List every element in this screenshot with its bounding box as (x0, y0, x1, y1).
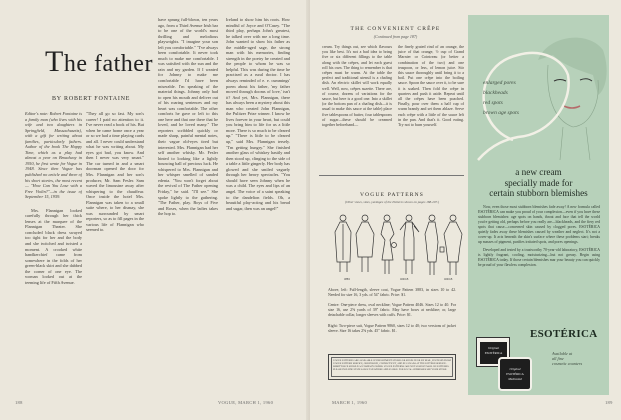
ad-body (478, 205, 600, 268)
blemish-item: blackheads (483, 90, 508, 96)
availability-line: cosmetic counters (552, 361, 583, 367)
suit-back-figure-illustration (440, 215, 462, 275)
box-label: Original (488, 346, 499, 350)
availability-note (552, 351, 582, 367)
notice-text: VOGUE PATTERNS ARE AVAILABLE AT DEPARTMENT STORES OR SHOPS IN OR BY MAIL, POSTPAID FROM VOGUE PATTERN SERVICE, GREENWICH, CONNECTICUT, AND IN CANADA AT THE PATTERN SERVICE. REMITTANCE SHOULD ACCOMPANY ORDER. VOGUE PATTERNS ARE NOT SOLD BY MAIL ON PATTERNS. PLEASE INCLUDE STATE SALES TAX WHERE APPLICABLE. FOR LOCAL ADDRESSES SEE YOUR STORE. (331, 357, 453, 377)
suit-figure-illustration (425, 215, 438, 275)
running-footer: MARCH 1, 1960 (332, 400, 368, 405)
figure-label: 3883 (344, 278, 350, 281)
availability-line: all fine (552, 356, 564, 362)
pattern-caption-right: Right: Two-piece suit, Vogue Pattern 9860, sizes 12 to 40; two versions of jacket sleeve. Size 16 takes 2⅝ yds. 45" fabric. $1. (328, 324, 456, 333)
pattern-ordering-notice (328, 354, 456, 380)
headline-line: specially made for (504, 177, 573, 188)
jar-label: Original (509, 367, 521, 371)
blemish-item: red spots (483, 100, 503, 106)
ad-headline (468, 167, 609, 199)
section-divider (319, 175, 464, 176)
body-text: Mrs. Flannigan looked carefully through her thick lenses at the marquee of the Flannigan Theater. She concluded black dress swayed too tight for her and the body and she twitched and twisted a moment. A crooked white handkerchief came from somewhere in the folds of her green-black skirt and she dabbed the corner of one eye. The woman looked out at the teeming life of Fifth Avenue. (25, 207, 82, 285)
body-text: the finely grated rind of an orange, the juice of that orange, ½ cup of Grand Marnier or Cointreau (or better a combination of the two) and one teaspoon, or less, of lemon juice. Stir this sauce thoroughly until bring it to a boil. Put one crêpe into the boiling sauce. Spoon the sauce over it, to be sure it is soaked. Then fold the crêpe in quarters and push it aside. Repeat until all the crêpes have been poached. Finally, pour over them a half cup of warm brandy and set them ablaze. Serve each crêpe with a little of the sauce left in the pan. And that's it. Good eating. Try not to burn yourself. (398, 44, 464, 128)
coat-back-figure-illustration (356, 215, 374, 272)
left-page (0, 0, 310, 420)
pattern-caption-left: Above, left: Full-length, sleeve coat, Vogue Pattern 3883, in sizes 10 to 42. Needed for size 16, 3 yds. of 54" fabric. Price: $1. (328, 288, 456, 297)
brand-logo: ESOTÉRICA (530, 328, 598, 340)
body-text: Ireland to show him his roots. How mindful of Joyce and O'Casey. "The third play, perhaps John's greatest, he talked over with me a long time. John wanted to show his father as the middle-aged sage, the strong man with his memories, finding strength in the poetry he created and the people to whom he was so helpful. This was during the time he practised as a rural doctor. I has always reminded of e. e. cummings' poem about his father, 'my father moved through dooms of love,' isn't it? And yet, Mrs. Flannigan, there has always been a mystery about this man who created John Flannigan, the Pulitzer Prize winner. I know he lives forever in your heart, but could you bring him to life for us a little more. There is so much to be cleared up." "There is little to be cleared up," said Mrs. Flannigan tersely. "I'm getting hungry." She finished another glass of whiskey hastily and then stood up, clinging to the side of a table a little gingerly. Her body has glowed and she smiled vaguely through her heavy spectacles. "You should have seen Johnny when he was a child. The eyes and lips of an angel. The voice of a saint speaking to the dandelion fields. Oh, a beautiful play-acting and his bread and sugar, then was an angel!" (226, 17, 290, 211)
pattern-caption-centre: Centre: One-piece dress, oval neckline; Vogue Pattern 4046. Sizes 12 to 40. For size 16, use 2⅝ yards of 39" fabric. May have bows at neckline; or, large detachable collar, longer sleeves with cuffs. Price: $1. (328, 303, 456, 317)
crepe-column-2 (398, 44, 464, 156)
column-3 (158, 17, 218, 391)
crepe-column-1 (322, 44, 392, 156)
column-1 (25, 111, 82, 391)
column-4 (226, 17, 290, 391)
right-page (310, 0, 621, 420)
esoterica-advertisement (468, 15, 609, 395)
figure-label: 4046-B (400, 278, 409, 281)
jar-label: ESOTÉRICA (506, 371, 524, 376)
availability-line: Available at (552, 351, 573, 356)
coat-figure-illustration (335, 215, 351, 272)
byline: BY ROBERT FONTAINE (52, 96, 131, 102)
running-footer: VOGUE, MARCH 1, 1960 (218, 400, 274, 405)
ad-paragraph: Now, even those most stubborn blemishes fade away! A new formula called ESOTÉRICA can make you proud of your complexion—even if you have these stubborn blemishes: age spots on hands, throat and face that tell the world you're getting old, perhaps before you really are—blackheads, and the fiery red spots that cause—concerned skin caused by clogged pores. ESOTÉRICA quietly fades away these blemishes caused by weather and neglect. It's not a cover-up. It acts beneath the skin's surface where these problems start; breaks up masses of pigment, purifies irritated spots, and pores openings. (478, 205, 600, 244)
dress-figure-illustration (381, 215, 397, 274)
blemish-item: enlarged pores (483, 80, 516, 86)
continued-note: (Continued from page 187) (373, 34, 418, 39)
body-text: have sprung full-blown, ten years ago, from a Third Avenue Irish bar to be one of the world's most thrilling and melodious playwrights. "I imagine your son left you comfortable." "I've always been comfortable. It never took much to make me comfortable. I was satisfied with the sun and the rain and my garden. If I wanted for Johnny to make me comfortable I'd have been miserable. I'm speaking of the material things. Johnny only had to open his mouth and deliver out of his roaring sentences and my heart was comfortable. The other comforts he gave or left to this one here and that one there that he loved, and he loved many." The reporters scribbled quickly or made sharp, painful mental notes, their vague old-eyes tired but interested. Mrs. Flannigan had her self another whisky. Mr. Fesler hinted to looking like a lightly bouncing ball of precious luck. He whispered to Mrs. Flannigan and her whisper smelled of sanded edenia. "You won't forget about the revival of The Father opening Friday," he said. "I'll see." She spoke lightly to the gathering. "The Father, play. Boys of Five and Roses, when the ladies takes the hop to. (158, 17, 218, 217)
ad-paragraph: Developed and tested by a trustworthy 70-year-old laboratory, ESOTÉRICA is lightly fragrant, cooling, moisturizing—but not greasy. Begin using ESOTÉRICA today. If those certain blemishes mar your beauty you can quickly be proud of your flawless complexion. (478, 248, 600, 267)
page-number: 188 (15, 400, 23, 405)
headline-line: a new cream (515, 167, 562, 177)
jar-label: Medicated (508, 376, 522, 381)
blemish-item: brown age spots (483, 110, 519, 116)
body-text: "They all go so fast. My son's career! I paid no attention to it. I've never read a book of his. But when he came home once a year or so we had a time playing cards and all. I never could understand what he was writing about. My eyes got bad, you know. And then I never was very smart." The car turned in and a smart doorman opened the door for Mrs. Flannigan and her son's producer, Mr. Sam Fesler. Sam waved the limousine away after whispering to the chauffeur. Once inside the hotel Mrs. Flannigan was taken to a small suite where, to her dismay, she was surrounded by smart reporters, so as to fill pages in the various life of Flannigan who seemed to. (86, 111, 144, 233)
body-text: cream. Try things out, see which flavours you like best. It's not a bad idea to bring five or six different fillings to the table along with the crêpes, and let each guest roll his own. The thing to remember is that crêpes must be warm. At the table the perfect and traditional utensil is a chafing dish. An electric skillet will work equally well. Well, now, crêpes suzette. There are, of course, dozens of variations for the sauce, but here is a good one. Into a skillet (or the bottom pan of a chafing dish—it is usual to make this sauce at the table) place five tablespoons of butter, four tablespoons of sugar—these should be creamed together beforehand— (322, 44, 392, 128)
patterns-heading: VOGUE PATTERNS (359, 192, 425, 198)
pattern-illustrations (332, 212, 467, 282)
article-title: The father (45, 45, 153, 78)
column-2 (86, 111, 144, 391)
crepe-heading: THE CONVENIENT CRÊPE (350, 26, 441, 32)
headline-line: certain stubborn blemishes (489, 188, 588, 198)
box-label: ESOTÉRICA (484, 350, 503, 355)
figure-label: 4046-B (444, 278, 453, 281)
dress-back-figure-illustration (400, 215, 419, 274)
product-jar-image (498, 357, 532, 391)
editors-note: Editor's note: Robert Fontaine is a family man (who lives with his wife and two daughters in Springfield, Massachusetts), with a gift for writing about families, particularly fathers. Author of the book The Happy Time, which as a play had almost a year on Broadway in 1950, he first wrote for Vogue in 1948. Since then Vogue has published no article and three of his short stories, the most recent— "How Can You Lose with a Free Violin?"—in the issue of September 15, 1959. (25, 111, 82, 200)
page-number: 189 (605, 400, 613, 405)
patterns-subtitle: (Other views, sizes, yardages of the Patterns shown on pages 188-207.) (344, 200, 440, 204)
